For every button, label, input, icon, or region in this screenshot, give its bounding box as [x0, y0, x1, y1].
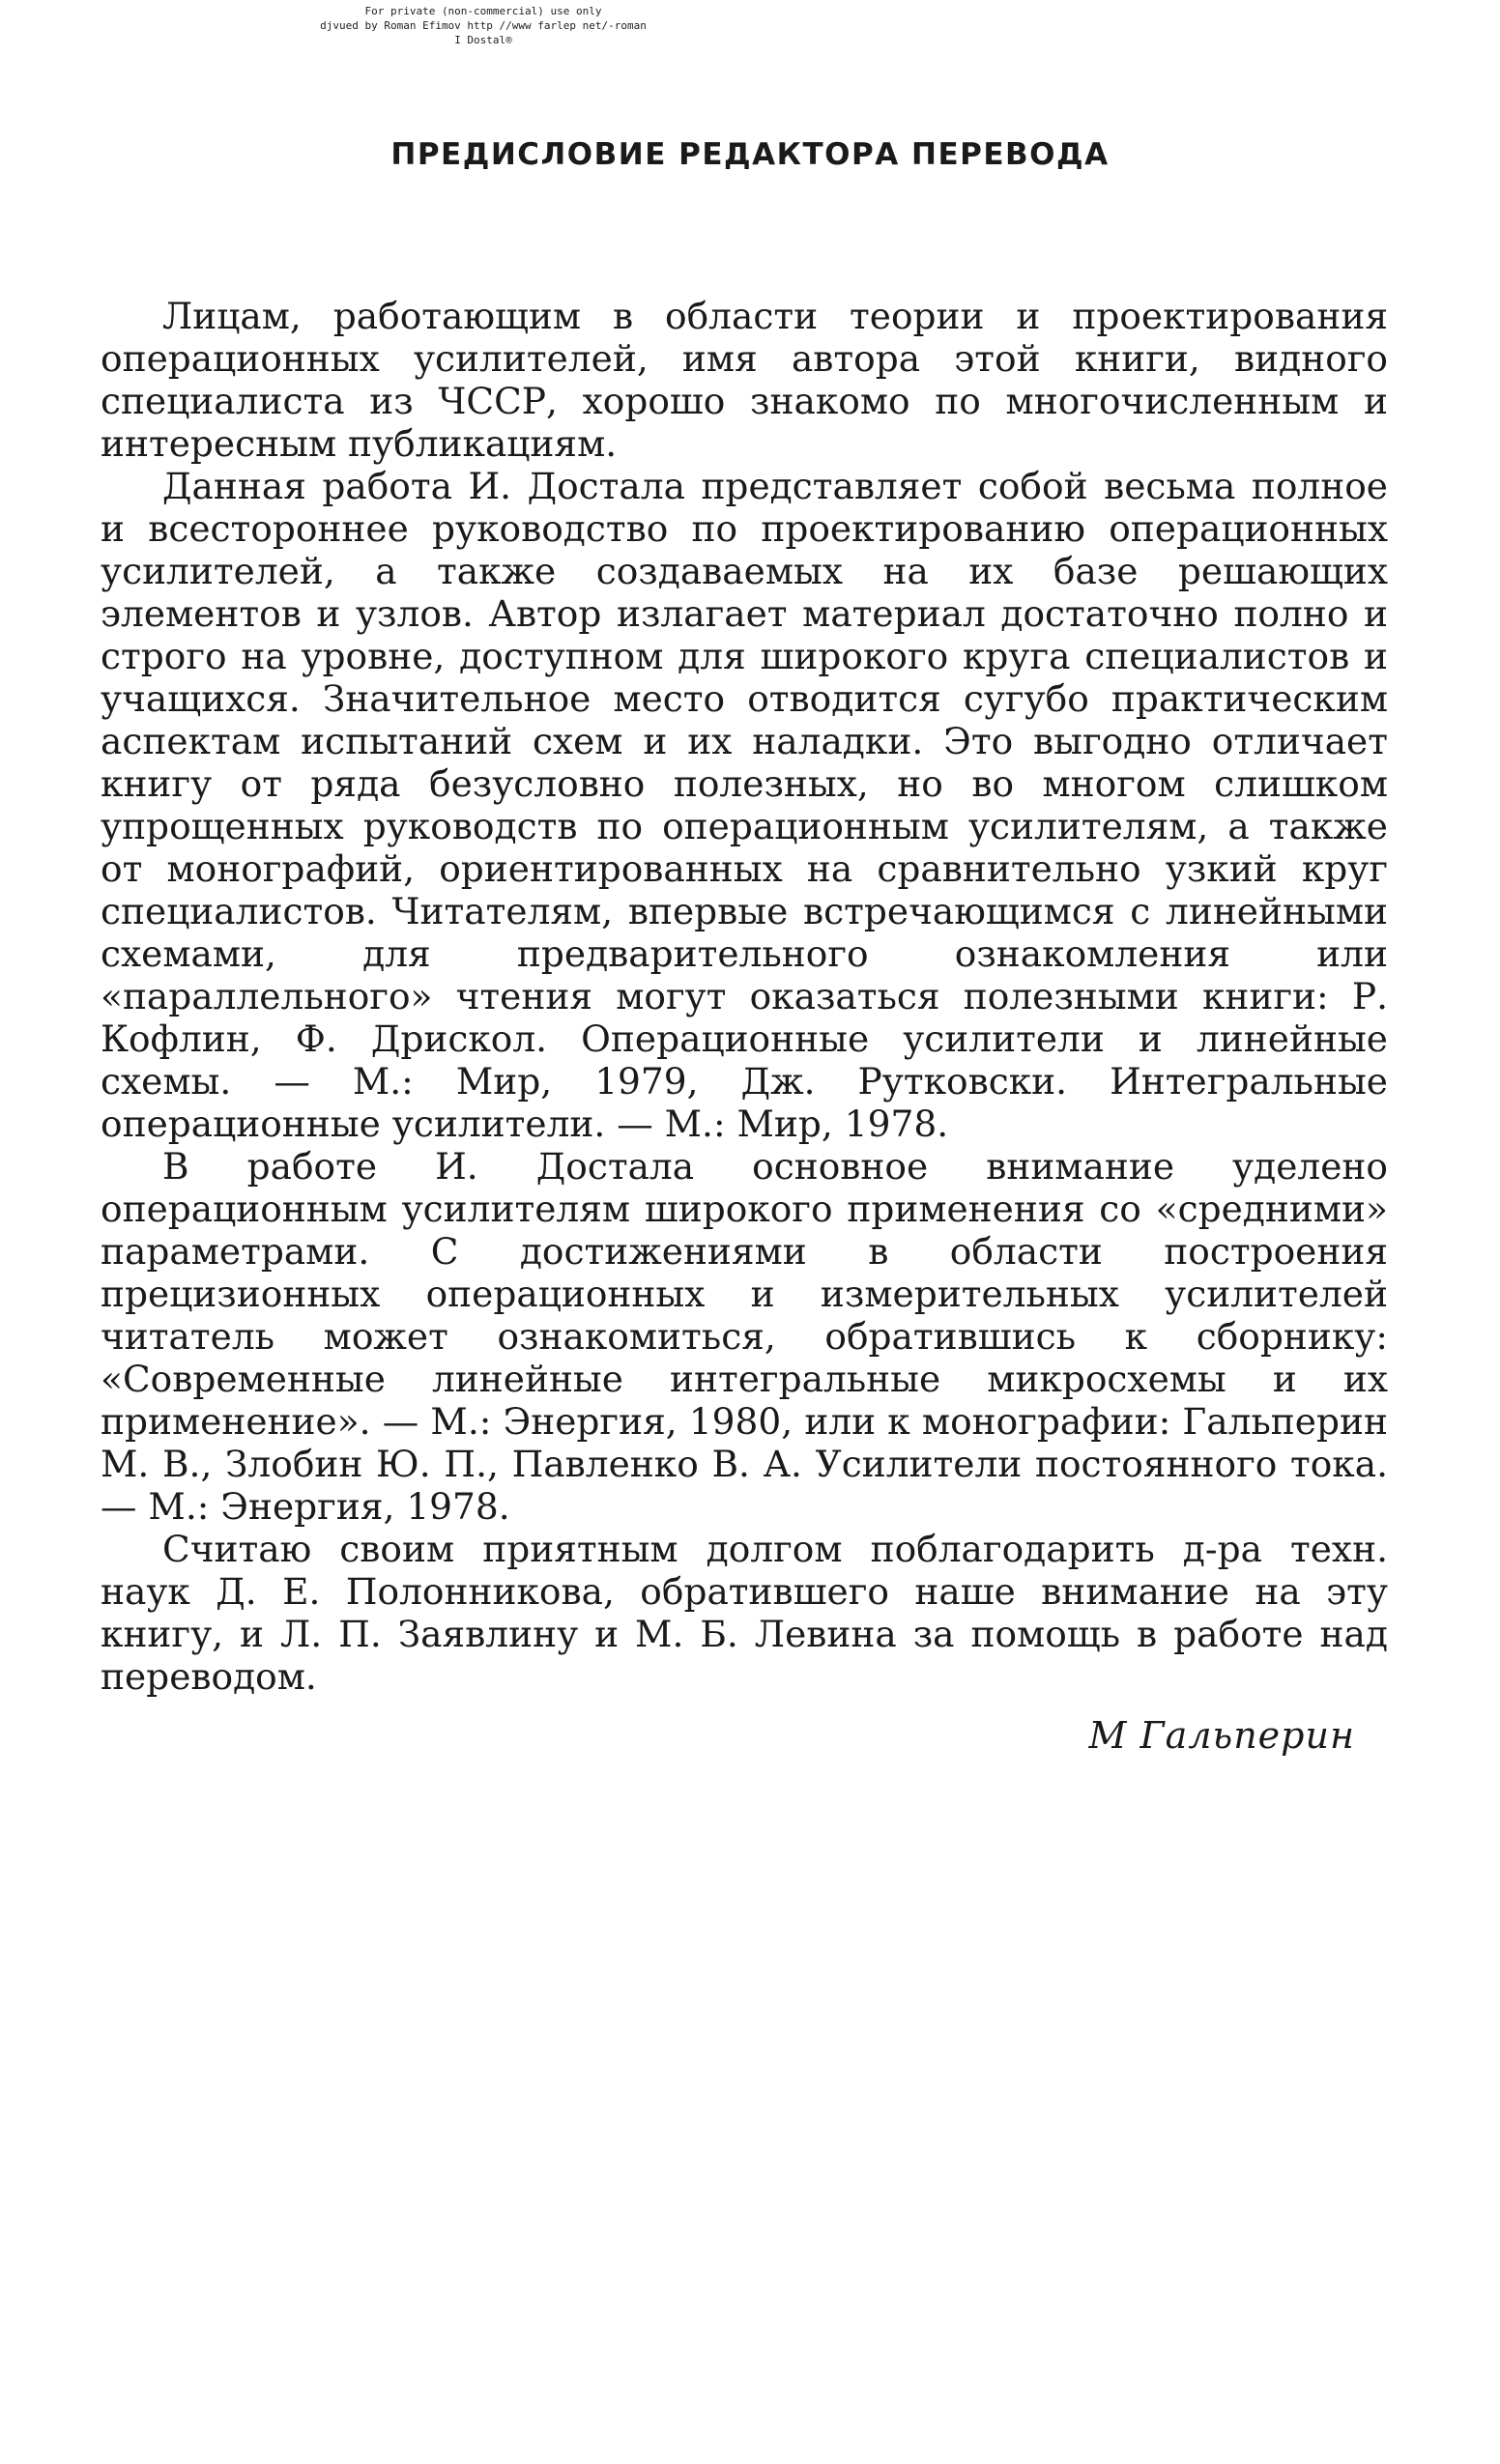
scan-note-line-3: I Dostal® — [454, 34, 512, 46]
paragraph-4: Считаю своим приятным долгом поблагодарить д-ра техн. наук Д. Е. Полонникова, обратившего наше внимание на эту книгу, и Л. П. Заявлину и М. Б. Левина за помощь в работе над переводом. — [101, 1528, 1388, 1698]
page-title: ПРЕДИСЛОВИЕ РЕДАКТОРА ПЕРЕВОДА — [390, 137, 1110, 172]
preface-body — [101, 295, 1388, 1698]
paragraph-2: Данная работа И. Достала представляет собой весьма полное и всестороннее руководство по проектированию операционных усилителей, а также создаваемых на их базе решающих элементов и узлов. Автор излагает материал достаточно полно и строго на уровне, доступном для широкого круга специалистов и учащихся. Значительное место отводится сугубо практическим аспектам испытаний схем и их наладки. Это выгодно отличает книгу от ряда безусловно полезных, но во многом слишком упрощенных руководств по операционным усилителям, а также от монографий, ориентированных на сравнительно узкий круг специалистов. Читателям, впервые встречающимся с линейными схемами, для предварительного ознакомления или «параллельного» чтения могут оказаться полезными книги: Р. Кофлин, Ф. Дрискол. Операционные усилители и линейные схемы. — М.: Мир, 1979, Дж. Рутковски. Интегральные операционные усилители. — М.: Мир, 1978. — [101, 465, 1388, 1145]
author-signature: М Гальперин — [1088, 1714, 1355, 1757]
paragraph-1: Лицам, работающим в области теории и проектирования операционных усилителей, имя автора этой книги, видного специалиста из ЧССР, хорошо знакомо по многочисленным и интересным публикациям. — [101, 295, 1388, 465]
scan-note-line-2: djvued by Roman Efimov http //www farlep net/-roman — [320, 19, 647, 32]
scan-watermark — [232, 4, 735, 47]
paragraph-3: В работе И. Достала основное внимание уделено операционным усилителям широкого применения со «средними» параметрами. С достижениями в области построения прецизионных операционных и измерительных усилителей читатель может ознакомиться, обратившись к сборнику: «Современные линейные интегральные микросхемы и их применение». — М.: Энергия, 1980, или к монографии: Гальперин М. В., Злобин Ю. П., Павленко В. А. Усилители постоянного тока. — М.: Энергия, 1978. — [101, 1145, 1388, 1528]
scan-note-line-1: For private (non-commercial) use only — [364, 5, 602, 17]
